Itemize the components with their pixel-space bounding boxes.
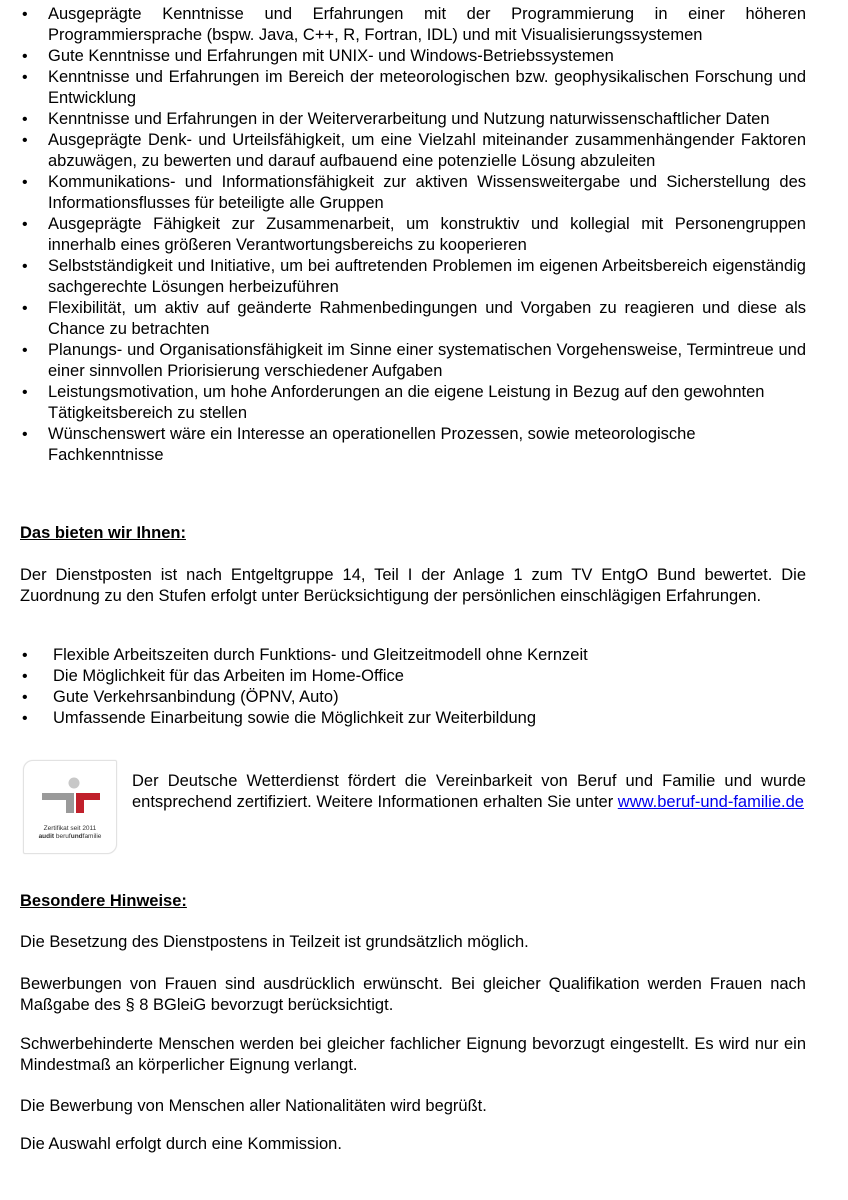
bullet-icon: •	[22, 69, 28, 86]
bullet-icon: •	[22, 216, 28, 233]
requirement-item: • Kenntnisse und Erfahrungen im Bereich der meteorologischen bzw. geophysikalischen Forschung und Entwicklung	[22, 68, 806, 107]
requirement-item: • Wünschenswert wäre ein Interesse an operationellen Prozessen, sowie meteorologische Fachkenntnisse	[22, 425, 696, 464]
notes-paragraph: Die Besetzung des Dienstpostens in Teilzeit ist grundsätzlich möglich.	[20, 933, 529, 951]
notes-paragraph: Die Bewerbung von Menschen aller Nationalitäten wird begrüßt.	[20, 1097, 487, 1115]
requirement-item: • Planungs- und Organisationsfähigkeit im Sinne einer systematischen Vorgehensweise, Termintreue und einer sinnvollen Priorisierung verschiedener Aufgaben	[22, 341, 806, 380]
bullet-icon: •	[22, 174, 28, 191]
bullet-icon: •	[22, 48, 28, 65]
requirements-list	[0, 4, 806, 466]
requirement-item: • Leistungsmotivation, um hohe Anforderungen an die eigene Leistung in Bezug auf den gewohnten Tätigkeitsbereich zu stellen	[22, 383, 765, 422]
bullet-icon: •	[22, 689, 28, 706]
requirement-item: • Flexibilität, um aktiv auf geänderte Rahmenbedingungen und Vorgaben zu reagieren und diese als Chance zu betrachten	[22, 299, 806, 338]
family-certificate-paragraph: Der Deutsche Wetterdienst fördert die Vereinbarkeit von Beruf und Familie und wurde entsprechend zertifiziert. Weitere Informationen erhalten Sie unter www.beruf-und-familie.de	[132, 772, 806, 811]
bullet-icon: •	[22, 426, 28, 443]
requirement-item: • Ausgeprägte Denk- und Urteilsfähigkeit, um eine Vielzahl miteinander zusammenhängender Faktoren abzuwägen, zu bewerten und darauf aufbauend eine potenzielle Lösung abzuleiten	[22, 131, 806, 170]
audit-beruf-und-familie-logo	[23, 760, 117, 854]
certificate-caption: Zertifikat seit 2011 audit berufundfamilie	[38, 825, 102, 840]
requirement-item: • Selbstständigkeit und Initiative, um bei auftretenden Problemen im eigenen Arbeitsbereich eigenständig sachgerechte Lösungen herbeizuführen	[22, 257, 806, 296]
benefit-item: • Die Möglichkeit für das Arbeiten im Home-Office	[22, 667, 404, 685]
beruf-und-familie-link[interactable]: www.beruf-und-familie.de	[617, 793, 804, 811]
benefit-item: • Umfassende Einarbeitung sowie die Möglichkeit zur Weiterbildung	[22, 709, 537, 727]
requirement-item: • Gute Kenntnisse und Erfahrungen mit UNIX- und Windows-Betriebssystemen	[22, 47, 614, 65]
bullet-icon: •	[22, 668, 28, 685]
bullet-icon: •	[22, 384, 28, 401]
bullet-icon: •	[22, 342, 28, 359]
offer-heading: Das bieten wir Ihnen:	[20, 524, 186, 542]
certificate-emblem-icon	[24, 761, 116, 825]
notes-paragraph: Bewerbungen von Frauen sind ausdrücklich erwünscht. Bei gleicher Qualifikation werden Frauen nach Maßgabe des § 8 BGleiG bevorzugt berücksichtigt.	[20, 975, 806, 1014]
benefit-item: • Gute Verkehrsanbindung (ÖPNV, Auto)	[22, 688, 339, 706]
salary-paragraph: Der Dienstposten ist nach Entgeltgruppe 14, Teil I der Anlage 1 zum TV EntgO Bund bewertet. Die Zuordnung zu den Stufen erfolgt unter Berücksichtigung der persönlichen einschlägigen Erfahrungen.	[20, 566, 806, 605]
notes-paragraph: Schwerbehinderte Menschen werden bei gleicher fachlicher Eignung bevorzugt eingestellt. Es wird nur ein Mindestmaß an körperlicher Eignung verlangt.	[20, 1035, 806, 1074]
bullet-icon: •	[22, 647, 28, 664]
bullet-icon: •	[22, 300, 28, 317]
requirement-item: • Kenntnisse und Erfahrungen in der Weiterverarbeitung und Nutzung naturwissenschaftlicher Daten	[22, 110, 770, 128]
requirement-item: • Ausgeprägte Kenntnisse und Erfahrungen mit der Programmierung in einer höheren Programmiersprache (bspw. Java, C++, R, Fortran, IDL) und mit Visualisierungssystemen	[22, 5, 806, 44]
benefit-item: • Flexible Arbeitszeiten durch Funktions- und Gleitzeitmodell ohne Kernzeit	[22, 646, 588, 664]
bullet-icon: •	[22, 6, 28, 23]
bullet-icon: •	[22, 710, 28, 727]
bullet-icon: •	[22, 132, 28, 149]
notes-heading: Besondere Hinweise:	[20, 892, 187, 910]
requirement-item: • Kommunikations- und Informationsfähigkeit zur aktiven Wissensweitergabe und Sicherstellung des Informationsflusses für beteiligte alle Gruppen	[22, 173, 806, 212]
requirement-item: • Ausgeprägte Fähigkeit zur Zusammenarbeit, um konstruktiv und kollegial mit Personengruppen innerhalb eines größeren Verantwortungsbereichs zu kooperieren	[22, 215, 806, 254]
bullet-icon: •	[22, 111, 28, 128]
benefits-list	[0, 645, 806, 729]
bullet-icon: •	[22, 258, 28, 275]
notes-paragraph: Die Auswahl erfolgt durch eine Kommission.	[20, 1135, 342, 1153]
